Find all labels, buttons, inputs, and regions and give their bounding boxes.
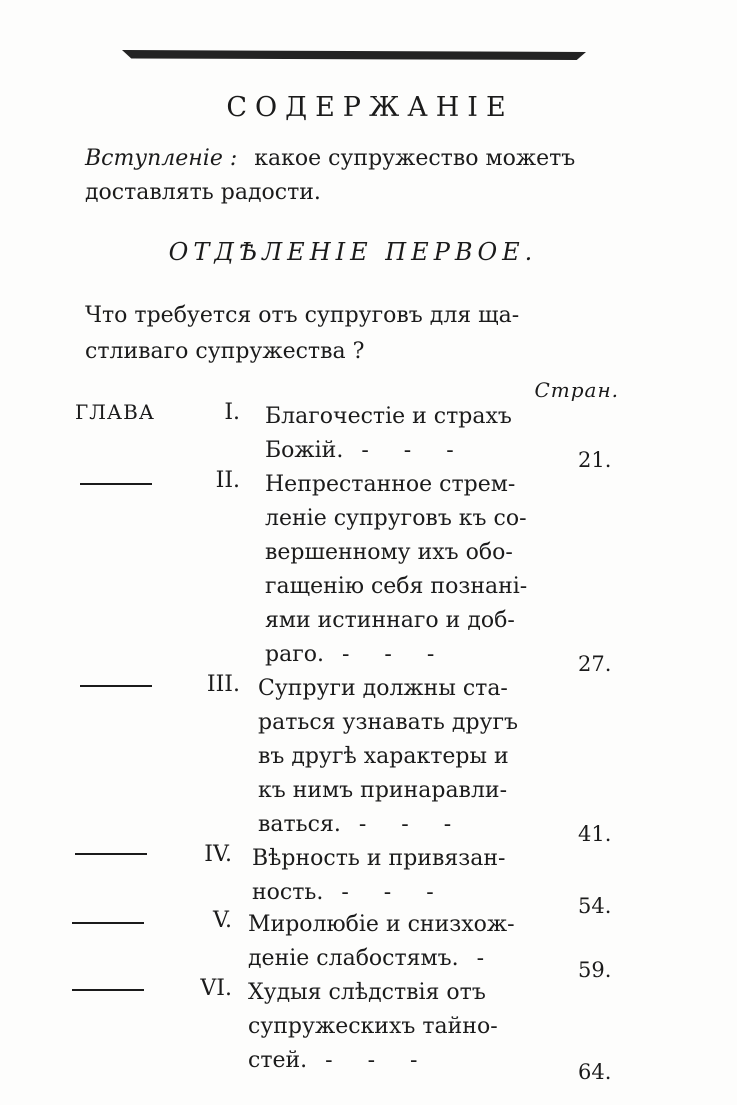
chapter-number-5: V. <box>212 908 232 933</box>
chapter-5-line-1: Миролюбіе и снизхож- <box>248 912 515 937</box>
chapter-4-leaders: - - - <box>341 880 448 905</box>
question-line-2: стливаго супружества ? <box>85 339 365 364</box>
pages-column-label: Стран. <box>534 378 619 402</box>
section-title: ОТДѢЛЕНІЕ ПЕРВОЕ. <box>168 238 538 266</box>
chapter-page-4: 54. <box>578 894 612 918</box>
chapter-3-line-3: въ другѣ характеры и <box>258 744 509 769</box>
introduction-text-line-1: какое супружество можетъ <box>254 146 576 171</box>
chapter-title-5 <box>248 908 548 976</box>
chapter-2-line-6 <box>265 638 565 672</box>
chapter-3-line-5-text: ваться. <box>258 812 341 837</box>
chapter-ditto-rule-4 <box>75 853 147 855</box>
chapter-number-3: III. <box>206 672 240 697</box>
chapter-4-line-1: Вѣрность и привязан- <box>252 846 506 871</box>
introduction-text-line-2: доставлять радости. <box>85 180 321 205</box>
chapter-title-4 <box>252 842 552 910</box>
chapter-number-2: II. <box>215 468 240 493</box>
chapter-5-leaders: - <box>476 946 499 971</box>
chapter-page-5: 59. <box>578 958 612 982</box>
chapter-page-1: 21. <box>578 448 612 472</box>
chapter-3-line-4: къ нимъ принаравли- <box>258 778 508 803</box>
question-line-1: Что требуется отъ супруговъ для ща- <box>85 303 520 328</box>
chapter-1-line-1: Благочестіе и страхъ <box>265 404 512 429</box>
chapter-2-leaders: - - - <box>341 642 449 667</box>
chapter-2-line-6-text: раго. <box>265 642 324 667</box>
chapter-page-6: 64. <box>578 1060 612 1084</box>
chapter-3-line-2: раться узнавать другъ <box>258 710 519 735</box>
chapter-1-line-2-text: Божій. <box>265 438 344 463</box>
chapter-6-line-1: Худыя слѣдствія отъ <box>248 980 486 1005</box>
chapter-6-line-3-text: стей. <box>248 1048 308 1073</box>
chapter-6-line-3 <box>248 1044 548 1078</box>
chapter-4-line-2 <box>252 876 552 910</box>
chapter-3-leaders: - - - <box>358 812 466 837</box>
header-ornament-rule <box>122 50 586 60</box>
chapter-number-4: IV. <box>204 842 232 867</box>
chapter-1-leaders: - - - <box>361 438 468 463</box>
chapter-5-line-2 <box>248 942 548 976</box>
chapter-2-line-4: гащенію себя познані- <box>265 574 528 599</box>
chapter-number-1: I. <box>224 400 240 425</box>
chapter-4-line-2-text: ность. <box>252 880 324 905</box>
chapter-6-leaders: - - - <box>325 1048 432 1073</box>
chapter-2-line-1: Непрестанное стрем- <box>265 472 516 497</box>
chapter-title-2 <box>265 468 565 672</box>
chapter-page-3: 41. <box>578 822 612 846</box>
chapter-3-line-5 <box>258 808 558 842</box>
chapter-ditto-rule-6 <box>72 989 144 991</box>
introduction-label: Вступленіе : <box>85 146 238 171</box>
chapter-ditto-rule-2 <box>80 483 152 485</box>
chapter-label: ГЛАВА <box>75 400 155 424</box>
chapter-title-3 <box>258 672 558 842</box>
chapter-2-line-5: ями истиннаго и доб- <box>265 608 515 633</box>
chapter-title-6 <box>248 976 548 1078</box>
introduction-entry <box>85 142 630 210</box>
chapter-5-line-2-text: деніе слабостямъ. <box>248 946 459 971</box>
chapter-6-line-2: супружескихъ тайно- <box>248 1014 498 1039</box>
chapter-ditto-rule-5 <box>72 922 144 924</box>
chapter-2-line-3: вершенному ихъ обо- <box>265 540 513 565</box>
section-question <box>85 298 630 370</box>
chapter-3-line-1: Супруги должны ста- <box>258 676 508 701</box>
chapter-page-2: 27. <box>578 652 612 676</box>
chapter-1-line-2 <box>265 434 565 468</box>
page-title: СОДЕРЖАНІЕ <box>226 92 514 123</box>
chapter-2-line-2: леніе супруговъ къ со- <box>265 506 527 531</box>
chapter-ditto-rule-3 <box>80 685 152 687</box>
chapter-number-6: VI. <box>200 976 232 1001</box>
chapter-title-1 <box>265 400 565 468</box>
